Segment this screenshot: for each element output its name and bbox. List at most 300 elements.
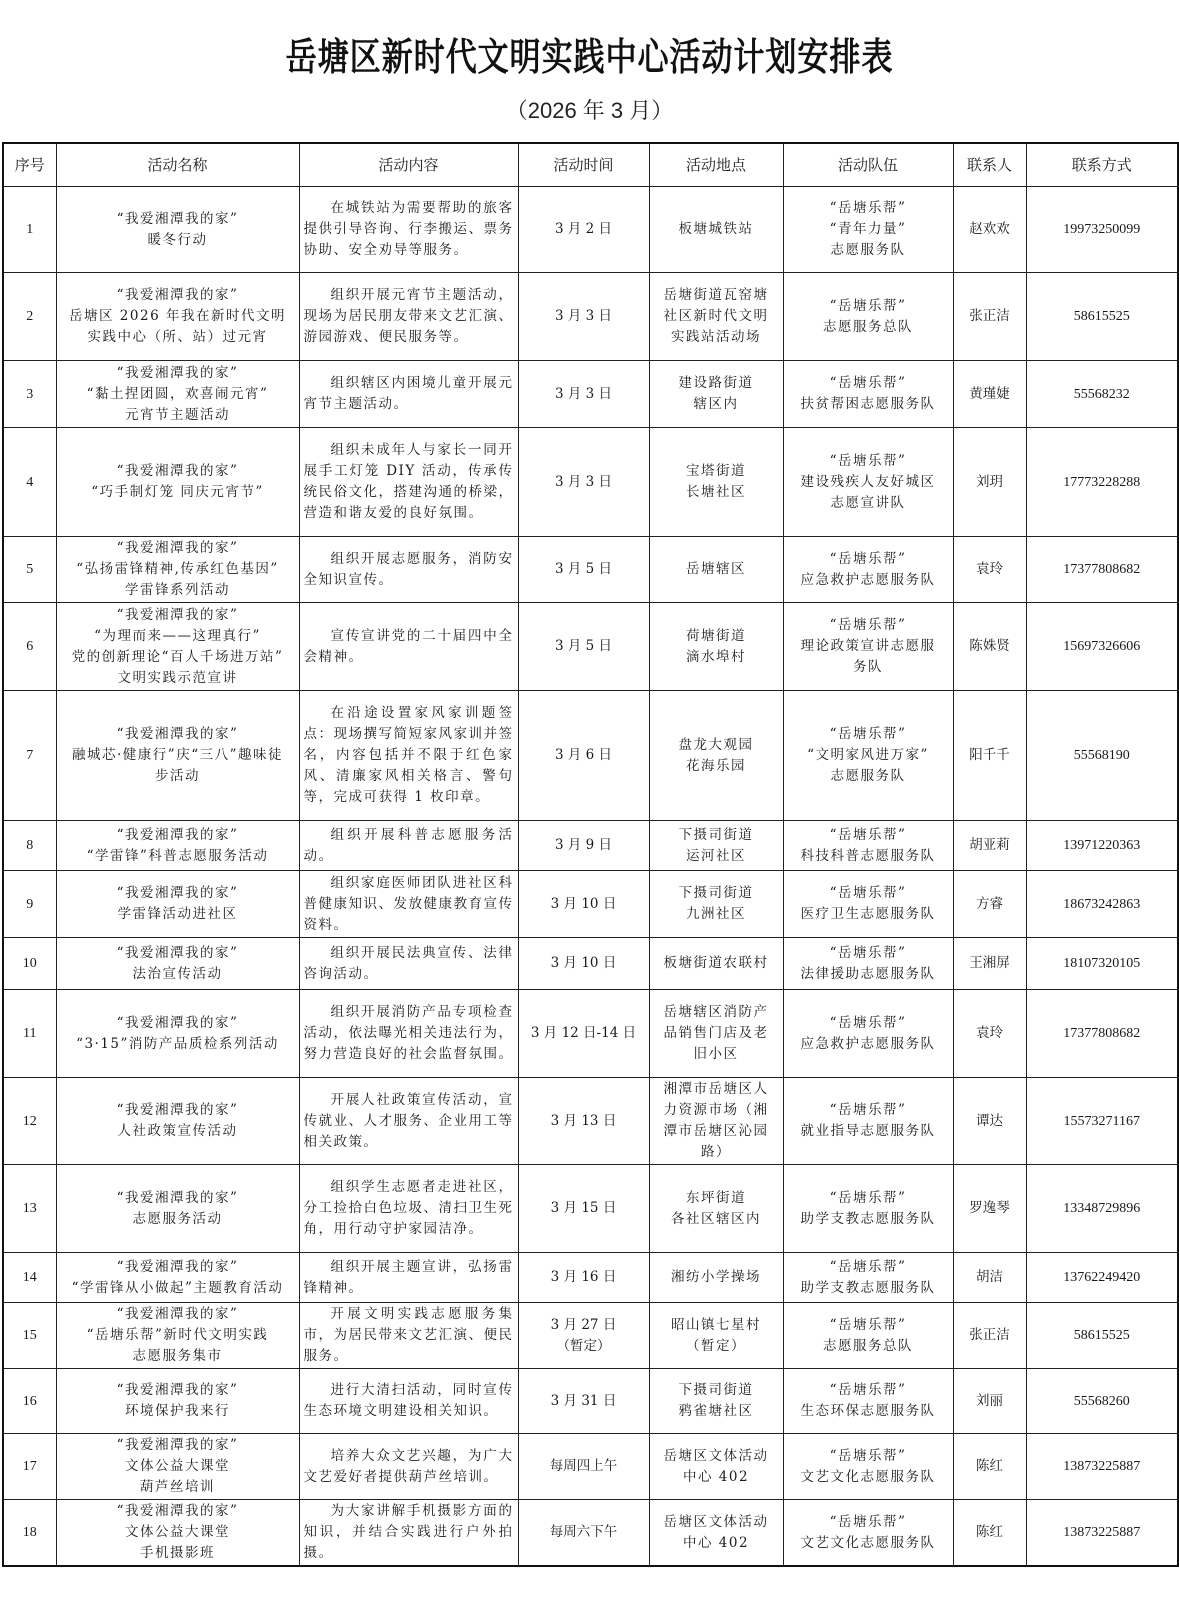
cell-activity-time bbox=[518, 361, 649, 428]
cell-activity-team-line: “岳塘乐帮” bbox=[829, 1513, 907, 1530]
cell-activity-name-line: 环境保护我来行 bbox=[125, 1403, 230, 1419]
cell-activity-place bbox=[649, 938, 783, 990]
cell-activity-time bbox=[518, 1303, 649, 1369]
cell-activity-team-line: 务队 bbox=[853, 659, 883, 675]
cell-activity-team-line: “岳塘乐帮” bbox=[829, 200, 907, 216]
cell-contact-person: 胡亚莉 bbox=[953, 821, 1026, 871]
cell-contact-phone: 18107320105 bbox=[1026, 938, 1178, 990]
cell-activity-name-line: 实践中心（所、站）过元宵 bbox=[87, 329, 268, 345]
cell-activity-team bbox=[783, 1078, 953, 1165]
cell-activity-name-line: 文明实践示范宣讲 bbox=[117, 669, 238, 686]
cell-activity-team-line: 助学支教志愿服务队 bbox=[800, 1279, 936, 1296]
cell-activity-name bbox=[56, 603, 299, 691]
cell-activity-time-line: 每周四上午 bbox=[549, 1458, 618, 1474]
cell-activity-team-line: “岳塘乐帮” bbox=[829, 1382, 907, 1398]
cell-activity-name-line: “巧手制灯笼 同庆元宵节” bbox=[91, 484, 264, 500]
cell-activity-team bbox=[783, 428, 953, 537]
cell-seq: 14 bbox=[3, 1253, 56, 1303]
cell-activity-place-line: 运河社区 bbox=[686, 847, 746, 864]
cell-seq: 7 bbox=[3, 691, 56, 821]
cell-activity-content: 组织辖区内困境儿童开展元宵节主题活动。 bbox=[299, 361, 518, 428]
cell-activity-time bbox=[518, 821, 649, 871]
cell-activity-place-line: 九洲社区 bbox=[686, 906, 746, 922]
cell-activity-place-line: 中心 402 bbox=[682, 1468, 750, 1485]
cell-seq: 10 bbox=[3, 938, 56, 990]
table-row bbox=[3, 537, 1178, 603]
cell-activity-team bbox=[783, 1253, 953, 1303]
cell-activity-content: 培养大众文艺兴趣，为广大文艺爱好者提供葫芦丝培训。 bbox=[299, 1434, 518, 1500]
cell-activity-name-line: “我爱湘潭我的家” bbox=[116, 1503, 239, 1519]
cell-activity-time bbox=[518, 1253, 649, 1303]
cell-activity-place-line: 盘龙大观园 bbox=[678, 736, 754, 753]
cell-activity-team bbox=[783, 1500, 953, 1567]
cell-activity-team-line: 志愿服务队 bbox=[830, 768, 906, 784]
cell-activity-team-line: 应急救护志愿服务队 bbox=[800, 1035, 936, 1052]
cell-activity-time bbox=[518, 273, 649, 361]
cell-activity-place-line: （暂定） bbox=[686, 1337, 746, 1354]
header-activity-team: 活动队伍 bbox=[783, 143, 953, 187]
cell-activity-name-line: “学雷锋”科普志愿服务活动 bbox=[86, 847, 269, 864]
cell-seq: 3 bbox=[3, 361, 56, 428]
cell-activity-time bbox=[518, 1500, 649, 1567]
cell-contact-phone: 55568260 bbox=[1026, 1369, 1178, 1434]
cell-activity-name bbox=[56, 821, 299, 871]
cell-activity-name bbox=[56, 361, 299, 428]
cell-activity-name bbox=[56, 990, 299, 1078]
cell-contact-person: 陈红 bbox=[953, 1434, 1026, 1500]
table-header-row bbox=[3, 143, 1178, 187]
cell-activity-name-line: 学雷锋系列活动 bbox=[125, 582, 230, 598]
cell-activity-place bbox=[649, 1369, 783, 1434]
cell-activity-team bbox=[783, 361, 953, 428]
cell-activity-content: 组织家庭医师团队进社区科普健康知识、发放健康教育宣传资料。 bbox=[299, 871, 518, 938]
cell-activity-name-line: “我爱湘潭我的家” bbox=[116, 1382, 239, 1398]
cell-activity-team-line: “岳塘乐帮” bbox=[829, 617, 907, 633]
cell-activity-time-line: 3 月 3 日 bbox=[554, 473, 613, 490]
cell-seq: 8 bbox=[3, 821, 56, 871]
table-row bbox=[3, 187, 1178, 273]
cell-activity-name bbox=[56, 1253, 299, 1303]
cell-activity-team bbox=[783, 187, 953, 273]
cell-activity-place-line: 品销售门店及老 bbox=[663, 1025, 769, 1041]
cell-contact-phone: 55568232 bbox=[1026, 361, 1178, 428]
cell-seq: 11 bbox=[3, 990, 56, 1078]
cell-activity-team bbox=[783, 871, 953, 938]
cell-activity-name-line: 党的创新理论“百人千场进万站” bbox=[71, 648, 284, 665]
cell-contact-person: 谭达 bbox=[953, 1078, 1026, 1165]
cell-activity-name-line: 手机摄影班 bbox=[140, 1545, 215, 1561]
cell-activity-team bbox=[783, 821, 953, 871]
cell-activity-time bbox=[518, 537, 649, 603]
cell-activity-name-line: 学雷锋活动进社区 bbox=[117, 906, 238, 922]
cell-activity-team-line: 法律援助志愿服务队 bbox=[800, 965, 936, 982]
cell-activity-place-line: 实践站活动场 bbox=[671, 329, 761, 345]
cell-activity-team bbox=[783, 1434, 953, 1500]
cell-activity-place-line: 建设路街道 bbox=[678, 375, 754, 391]
cell-contact-phone: 19973250099 bbox=[1026, 187, 1178, 273]
cell-activity-time bbox=[518, 871, 649, 938]
cell-seq: 13 bbox=[3, 1165, 56, 1253]
cell-activity-name-line: 暖冬行动 bbox=[147, 231, 208, 248]
cell-contact-person: 陈红 bbox=[953, 1500, 1026, 1567]
cell-activity-name-line: “我爱湘潭我的家” bbox=[116, 885, 239, 901]
cell-contact-phone: 58615525 bbox=[1026, 273, 1178, 361]
cell-activity-time bbox=[518, 187, 649, 273]
cell-contact-person: 王湘屏 bbox=[953, 938, 1026, 990]
cell-activity-time-line: 3 月 3 日 bbox=[554, 308, 613, 324]
cell-contact-person: 刘玥 bbox=[953, 428, 1026, 537]
document-subtitle: （2026 年 3 月） bbox=[505, 98, 674, 123]
cell-activity-name-line: “弘扬雷锋精神,传承红色基因” bbox=[76, 561, 279, 577]
cell-activity-team bbox=[783, 691, 953, 821]
cell-activity-content: 进行大清扫活动，同时宣传生态环境文明建设相关知识。 bbox=[299, 1369, 518, 1434]
cell-contact-person: 袁玲 bbox=[953, 537, 1026, 603]
cell-contact-phone: 13873225887 bbox=[1026, 1500, 1178, 1567]
cell-activity-team-line: 文艺文化志愿服务队 bbox=[800, 1534, 936, 1551]
cell-activity-name bbox=[56, 1434, 299, 1500]
cell-contact-phone: 13873225887 bbox=[1026, 1434, 1178, 1500]
cell-activity-time bbox=[518, 428, 649, 537]
cell-activity-name-line: “我爱湘潭我的家” bbox=[116, 540, 239, 556]
table-row bbox=[3, 1500, 1178, 1567]
cell-activity-name-line: “我爱湘潭我的家” bbox=[116, 1102, 239, 1118]
cell-activity-place-line: 社区新时代文明 bbox=[663, 308, 769, 324]
cell-activity-name-line: “我爱湘潭我的家” bbox=[116, 944, 239, 961]
table-body bbox=[3, 187, 1178, 1567]
cell-contact-person: 赵欢欢 bbox=[953, 187, 1026, 273]
cell-seq: 15 bbox=[3, 1303, 56, 1369]
cell-activity-name bbox=[56, 1369, 299, 1434]
cell-activity-team-line: “岳塘乐帮” bbox=[829, 1447, 907, 1464]
cell-activity-team-line: 科技科普志愿服务队 bbox=[800, 847, 936, 864]
cell-activity-team bbox=[783, 603, 953, 691]
cell-activity-time-line: 3 月 3 日 bbox=[554, 385, 613, 402]
cell-activity-team bbox=[783, 537, 953, 603]
cell-activity-name-line: “我爱湘潭我的家” bbox=[116, 287, 239, 303]
cell-activity-name-line: “我爱湘潭我的家” bbox=[116, 1258, 239, 1275]
cell-contact-phone: 13762249420 bbox=[1026, 1253, 1178, 1303]
cell-seq: 17 bbox=[3, 1434, 56, 1500]
cell-activity-name bbox=[56, 1303, 299, 1369]
header-activity-name: 活动名称 bbox=[56, 143, 299, 187]
cell-activity-team-line: 生态环保志愿服务队 bbox=[800, 1403, 936, 1419]
table-row bbox=[3, 1253, 1178, 1303]
cell-seq: 6 bbox=[3, 603, 56, 691]
cell-activity-team bbox=[783, 990, 953, 1078]
cell-activity-name-line: “3·15”消防产品质检系列活动 bbox=[76, 1035, 279, 1052]
table-row bbox=[3, 1078, 1178, 1165]
cell-contact-person: 陈姝贤 bbox=[953, 603, 1026, 691]
header-contact-phone: 联系方式 bbox=[1026, 143, 1178, 187]
cell-activity-name-line: “我爱湘潭我的家” bbox=[116, 1014, 239, 1031]
cell-activity-content: 组织开展志愿服务，消防安全知识宣传。 bbox=[299, 537, 518, 603]
cell-activity-name-line: “为理而来——这理真行” bbox=[94, 627, 261, 644]
cell-activity-content: 组织开展科普志愿服务活动。 bbox=[299, 821, 518, 871]
cell-activity-name-line: “我爱湘潭我的家” bbox=[116, 210, 239, 227]
cell-activity-team-line: 文艺文化志愿服务队 bbox=[800, 1468, 936, 1485]
cell-activity-name-line: “黏土捏团圆，欢喜闹元宵” bbox=[86, 385, 269, 402]
cell-activity-time-line: 3 月 16 日 bbox=[550, 1269, 617, 1285]
cell-activity-content: 组织开展民法典宣传、法律咨询活动。 bbox=[299, 938, 518, 990]
cell-activity-place bbox=[649, 1500, 783, 1567]
cell-activity-place-line: 湘纺小学操场 bbox=[671, 1269, 761, 1285]
cell-activity-place-line: 路） bbox=[701, 1144, 731, 1160]
cell-activity-place-line: 荷塘街道 bbox=[686, 627, 746, 644]
cell-contact-phone: 15573271167 bbox=[1026, 1078, 1178, 1165]
cell-activity-time bbox=[518, 1369, 649, 1434]
cell-activity-name bbox=[56, 1500, 299, 1567]
cell-activity-team-line: 建设残疾人友好城区 bbox=[800, 473, 936, 490]
cell-activity-team-line: “岳塘乐帮” bbox=[829, 452, 907, 469]
cell-activity-time-line: 3 月 12 日-14 日 bbox=[530, 1025, 637, 1041]
cell-activity-place-line: 潭市岳塘区沁园 bbox=[663, 1123, 769, 1139]
cell-contact-phone: 15697326606 bbox=[1026, 603, 1178, 691]
cell-contact-person: 罗逸琴 bbox=[953, 1165, 1026, 1253]
cell-activity-team-line: 志愿服务队 bbox=[830, 242, 906, 258]
cell-activity-place bbox=[649, 691, 783, 821]
cell-activity-time bbox=[518, 938, 649, 990]
table-row bbox=[3, 871, 1178, 938]
cell-activity-place-line: 下摄司街道 bbox=[678, 826, 754, 843]
cell-activity-place-line: 长塘社区 bbox=[686, 484, 746, 500]
cell-activity-team-line: 医疗卫生志愿服务队 bbox=[800, 906, 936, 922]
cell-activity-place-line: 鸦雀塘社区 bbox=[678, 1403, 754, 1419]
cell-activity-name-line: 步活动 bbox=[155, 768, 200, 784]
cell-contact-person: 黄瑾婕 bbox=[953, 361, 1026, 428]
cell-activity-team-line: “岳塘乐帮” bbox=[829, 944, 907, 961]
table-row bbox=[3, 821, 1178, 871]
cell-activity-team-line: 应急救护志愿服务队 bbox=[800, 571, 936, 588]
table-row bbox=[3, 1369, 1178, 1434]
cell-activity-place-line: 旧小区 bbox=[693, 1046, 739, 1062]
header-seq: 序号 bbox=[3, 143, 56, 187]
cell-seq: 5 bbox=[3, 537, 56, 603]
cell-activity-name-line: 元宵节主题活动 bbox=[125, 406, 230, 423]
cell-activity-name-line: 葫芦丝培训 bbox=[140, 1479, 215, 1495]
cell-activity-time bbox=[518, 1434, 649, 1500]
cell-activity-team-line: “青年力量” bbox=[829, 221, 907, 237]
cell-activity-name bbox=[56, 938, 299, 990]
cell-activity-name bbox=[56, 537, 299, 603]
cell-activity-place-line: 下摄司街道 bbox=[678, 885, 754, 901]
cell-activity-name-line: 人社政策宣传活动 bbox=[117, 1123, 238, 1139]
cell-activity-name-line: “我爱湘潭我的家” bbox=[116, 1306, 239, 1322]
cell-activity-place-line: 力资源市场（湘 bbox=[663, 1102, 769, 1118]
cell-activity-place-line: 岳塘街道瓦窑塘 bbox=[663, 287, 769, 303]
cell-activity-name-line: “岳塘乐帮”新时代文明实践 bbox=[86, 1327, 269, 1343]
cell-activity-place bbox=[649, 1434, 783, 1500]
cell-contact-phone: 58615525 bbox=[1026, 1303, 1178, 1369]
cell-activity-time-line: 3 月 6 日 bbox=[554, 747, 613, 763]
cell-contact-phone: 18673242863 bbox=[1026, 871, 1178, 938]
cell-seq: 2 bbox=[3, 273, 56, 361]
cell-activity-name-line: 法治宣传活动 bbox=[132, 965, 223, 982]
cell-activity-name-line: 志愿服务活动 bbox=[132, 1210, 223, 1227]
cell-activity-content: 在城铁站为需要帮助的旅客提供引导咨询、行李搬运、票务协助、安全劝导等服务。 bbox=[299, 187, 518, 273]
table-row bbox=[3, 1434, 1178, 1500]
header-contact-person: 联系人 bbox=[953, 143, 1026, 187]
cell-contact-person: 胡洁 bbox=[953, 1253, 1026, 1303]
cell-contact-phone: 17377808682 bbox=[1026, 990, 1178, 1078]
table-row bbox=[3, 938, 1178, 990]
cell-activity-team-line: 就业指导志愿服务队 bbox=[800, 1123, 936, 1139]
table-row bbox=[3, 1303, 1178, 1369]
cell-activity-content: 开展人社政策宣传活动，宣传就业、人才服务、企业用工等相关政策。 bbox=[299, 1078, 518, 1165]
cell-activity-time bbox=[518, 691, 649, 821]
cell-activity-team-line: 理论政策宣讲志愿服 bbox=[800, 638, 936, 654]
cell-activity-name-line: 岳塘区 2026 年我在新时代文明 bbox=[69, 308, 286, 324]
cell-activity-place bbox=[649, 428, 783, 537]
cell-activity-place-line: 岳塘辖区消防产 bbox=[663, 1004, 769, 1020]
cell-activity-time-line: 3 月 10 日 bbox=[550, 955, 617, 971]
cell-activity-name bbox=[56, 1078, 299, 1165]
cell-contact-person: 张正洁 bbox=[953, 1303, 1026, 1369]
cell-activity-name-line: “我爱湘潭我的家” bbox=[116, 826, 239, 843]
cell-activity-team-line: “岳塘乐帮” bbox=[829, 297, 907, 314]
cell-contact-person: 阳千千 bbox=[953, 691, 1026, 821]
header-activity-place: 活动地点 bbox=[649, 143, 783, 187]
cell-activity-place-line: 板塘城铁站 bbox=[678, 221, 754, 237]
cell-activity-place bbox=[649, 273, 783, 361]
cell-activity-team-line: “岳塘乐帮” bbox=[829, 726, 907, 742]
cell-activity-content: 组织未成年人与家长一同开展手工灯笼 DIY 活动，传承传统民俗文化，搭建沟通的桥梁，营造和谐友爱的良好氛围。 bbox=[299, 428, 518, 537]
cell-activity-place bbox=[649, 1078, 783, 1165]
cell-activity-team bbox=[783, 1303, 953, 1369]
cell-activity-name-line: 融城芯·健康行”庆“三八”趣味徒 bbox=[72, 747, 283, 763]
cell-activity-place bbox=[649, 603, 783, 691]
cell-activity-place-line: 中心 402 bbox=[682, 1534, 750, 1551]
cell-activity-place-line: 东坪街道 bbox=[686, 1189, 746, 1206]
cell-activity-place bbox=[649, 537, 783, 603]
cell-activity-name-line: “学雷锋从小做起”主题教育活动 bbox=[71, 1279, 284, 1296]
cell-activity-team-line: “岳塘乐帮” bbox=[829, 1189, 907, 1206]
cell-seq: 12 bbox=[3, 1078, 56, 1165]
cell-activity-team-line: 助学支教志愿服务队 bbox=[800, 1210, 936, 1227]
cell-activity-content: 组织开展主题宣讲，弘扬雷锋精神。 bbox=[299, 1253, 518, 1303]
header-activity-content: 活动内容 bbox=[299, 143, 518, 187]
cell-activity-place-line: 滴水埠村 bbox=[686, 648, 746, 665]
cell-activity-time-line: （暂定） bbox=[556, 1337, 611, 1354]
cell-activity-place-line: 下摄司街道 bbox=[678, 1382, 754, 1398]
cell-activity-name bbox=[56, 871, 299, 938]
cell-activity-team bbox=[783, 938, 953, 990]
activity-plan-table bbox=[2, 142, 1179, 1567]
cell-activity-content: 为大家讲解手机摄影方面的知识，并结合实践进行户外拍摄。 bbox=[299, 1500, 518, 1567]
table-row bbox=[3, 691, 1178, 821]
cell-activity-place-line: 板塘街道农联村 bbox=[663, 955, 769, 971]
cell-seq: 1 bbox=[3, 187, 56, 273]
table-row bbox=[3, 361, 1178, 428]
cell-activity-place-line: 花海乐园 bbox=[686, 757, 746, 774]
cell-activity-place-line: 各社区辖区内 bbox=[671, 1210, 761, 1227]
cell-contact-phone: 55568190 bbox=[1026, 691, 1178, 821]
cell-activity-name bbox=[56, 691, 299, 821]
cell-activity-place bbox=[649, 871, 783, 938]
cell-activity-team-line: 志愿服务总队 bbox=[823, 318, 913, 335]
cell-activity-place-line: 岳塘辖区 bbox=[686, 561, 746, 577]
cell-activity-team-line: “岳塘乐帮” bbox=[829, 550, 907, 567]
cell-activity-place-line: 岳塘区文体活动 bbox=[663, 1513, 769, 1530]
cell-activity-name-line: “我爱湘潭我的家” bbox=[116, 606, 239, 623]
cell-activity-place bbox=[649, 187, 783, 273]
cell-activity-time-line: 3 月 5 日 bbox=[554, 561, 613, 577]
cell-activity-team-line: “岳塘乐帮” bbox=[829, 1316, 907, 1333]
cell-activity-name bbox=[56, 428, 299, 537]
cell-contact-person: 方睿 bbox=[953, 871, 1026, 938]
cell-activity-content: 组织学生志愿者走进社区，分工捡拾白色垃圾、清扫卫生死角，用行动守护家园洁净。 bbox=[299, 1165, 518, 1253]
cell-activity-time-line: 3 月 5 日 bbox=[554, 638, 613, 654]
cell-activity-team-line: “岳塘乐帮” bbox=[829, 1014, 907, 1031]
cell-seq: 16 bbox=[3, 1369, 56, 1434]
cell-seq: 18 bbox=[3, 1500, 56, 1567]
cell-seq: 9 bbox=[3, 871, 56, 938]
cell-activity-name-line: 志愿服务集市 bbox=[132, 1348, 223, 1364]
cell-activity-place bbox=[649, 1303, 783, 1369]
cell-activity-name bbox=[56, 1165, 299, 1253]
cell-activity-team bbox=[783, 1165, 953, 1253]
cell-activity-time-line: 3 月 27 日 bbox=[550, 1316, 617, 1333]
cell-activity-name-line: “我爱湘潭我的家” bbox=[116, 463, 239, 479]
cell-activity-place-line: 辖区内 bbox=[693, 396, 739, 412]
cell-activity-place-line: 岳塘区文体活动 bbox=[663, 1447, 769, 1464]
cell-activity-name bbox=[56, 187, 299, 273]
cell-activity-team-line: 扶贫帮困志愿服务队 bbox=[800, 396, 936, 412]
cell-activity-time bbox=[518, 603, 649, 691]
cell-activity-team bbox=[783, 1369, 953, 1434]
cell-activity-content: 组织开展元宵节主题活动，现场为居民朋友带来文艺汇演、游园游戏、便民服务等。 bbox=[299, 273, 518, 361]
cell-activity-time-line: 3 月 9 日 bbox=[554, 837, 613, 853]
cell-activity-time bbox=[518, 1078, 649, 1165]
cell-contact-phone: 17377808682 bbox=[1026, 537, 1178, 603]
cell-activity-name-line: “我爱湘潭我的家” bbox=[116, 1189, 239, 1206]
cell-activity-time bbox=[518, 1165, 649, 1253]
cell-activity-place bbox=[649, 990, 783, 1078]
cell-activity-place bbox=[649, 821, 783, 871]
table-row bbox=[3, 603, 1178, 691]
cell-activity-time-line: 3 月 2 日 bbox=[554, 221, 613, 237]
cell-activity-name-line: “我爱湘潭我的家” bbox=[116, 364, 239, 381]
cell-activity-team-line: 志愿宣讲队 bbox=[830, 494, 906, 511]
cell-activity-time-line: 每周六下午 bbox=[549, 1524, 618, 1540]
table-row bbox=[3, 1165, 1178, 1253]
cell-activity-content: 宣传宣讲党的二十届四中全会精神。 bbox=[299, 603, 518, 691]
cell-activity-team-line: “岳塘乐帮” bbox=[829, 375, 907, 391]
table-row bbox=[3, 990, 1178, 1078]
cell-activity-team-line: “岳塘乐帮” bbox=[829, 826, 907, 843]
cell-activity-place bbox=[649, 1253, 783, 1303]
cell-activity-time-line: 3 月 10 日 bbox=[550, 895, 617, 912]
cell-activity-team-line: “岳塘乐帮” bbox=[829, 1258, 907, 1275]
cell-activity-content: 开展文明实践志愿服务集市，为居民带来文艺汇演、便民服务。 bbox=[299, 1303, 518, 1369]
table-row bbox=[3, 428, 1178, 537]
cell-activity-time-line: 3 月 13 日 bbox=[550, 1112, 617, 1129]
cell-contact-phone: 13348729896 bbox=[1026, 1165, 1178, 1253]
cell-contact-phone: 13971220363 bbox=[1026, 821, 1178, 871]
cell-activity-name-line: “我爱湘潭我的家” bbox=[116, 726, 239, 742]
cell-activity-time-line: 3 月 31 日 bbox=[550, 1392, 617, 1409]
cell-activity-time bbox=[518, 990, 649, 1078]
header-activity-time: 活动时间 bbox=[518, 143, 649, 187]
cell-contact-person: 刘丽 bbox=[953, 1369, 1026, 1434]
cell-activity-team-line: “岳塘乐帮” bbox=[829, 1102, 907, 1118]
cell-activity-place bbox=[649, 1165, 783, 1253]
cell-contact-phone: 17773228288 bbox=[1026, 428, 1178, 537]
cell-activity-name-line: 文体公益大课堂 bbox=[125, 1458, 230, 1474]
cell-contact-person: 张正洁 bbox=[953, 273, 1026, 361]
cell-activity-name-line: “我爱湘潭我的家” bbox=[116, 1437, 239, 1453]
cell-activity-place-line: 宝塔街道 bbox=[686, 463, 746, 479]
cell-activity-place bbox=[649, 361, 783, 428]
